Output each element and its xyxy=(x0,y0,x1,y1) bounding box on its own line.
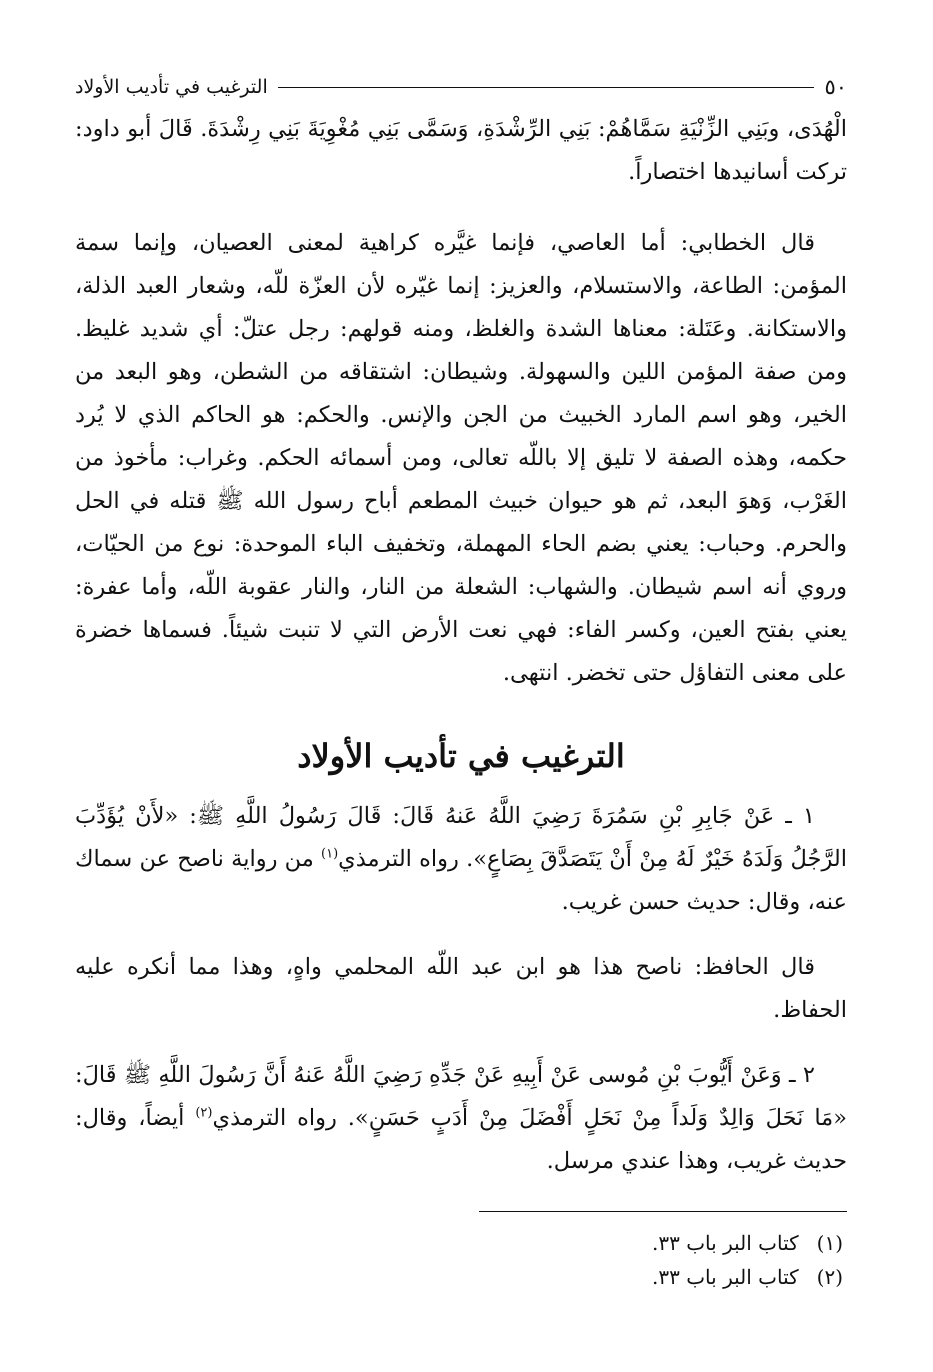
spacer xyxy=(75,924,847,946)
footnote-item xyxy=(75,1226,847,1260)
footnote-text: كتاب البر باب ٣٣. xyxy=(652,1231,799,1255)
footnote-item xyxy=(75,1260,847,1294)
hadith-1-text: ١ ـ عَنْ جَابِرِ بْنِ سَمُرَةَ رَضِيَ اللَّهُ عَنهُ قَالَ: قَالَ رَسُولُ اللَّهِ ﷺ: «لأَنْ يُؤَدِّبَ الرَّجُلُ وَلَدَهُ خَيْرٌ لَهُ مِنْ أَنْ يَتَصَدَّقَ بِصَاعٍ». رواه الترمذي xyxy=(75,803,847,872)
hadith-1-after: من رواية ناصح عن سماك عنه، وقال: حديث حسن غريب. xyxy=(75,846,847,915)
hadith-2 xyxy=(75,1054,847,1183)
spacer xyxy=(75,194,847,222)
running-title: الترغيب في تأديب الأولاد xyxy=(75,76,268,98)
hafiz-comment: قال الحافظ: ناصح هذا هو ابن عبد اللّه المحلمي واهٍ، وهذا مما أنكره عليه الحفاظ. xyxy=(75,954,847,1023)
running-header xyxy=(75,70,847,104)
document-page xyxy=(75,70,847,1294)
paragraph-khattabi: قال الخطابي: أما العاصي، فإنما غيَّره كراهية لمعنى العصيان، وإنما سمة المؤمن: الطاعة، والاستسلام، والعزيز: إنما غيّره لأن العزّة للّه، وشعار العبد الذلة، والاستكانة. وعَتَلة: معناها الشدة والغلظ، ومنه قولهم: رجل عتلّ: أي شديد غليظ. ومن صفة المؤمن اللين والسهولة. وشيطان: اشتقاقه من الشطن، وهو البعد من الخير، وهو اسم المارد الخبيث من الجن والإنس. والحكم: هو الحاكم الذي لا يُرد حكمه، وهذه الصفة لا تليق إلا باللّه تعالى، ومن أسمائه الحكم. وغراب: مأخوذ من الغَرْب، وَهوَ البعد، ثم هو حيوان خبيث المطعم أباح رسول الله ﷺ قتله في الحل والحرم. وحباب: يعني بضم الحاء المهملة، وتخفيف الباء الموحدة: نوع من الحيّات، وروي أنه اسم شيطان. والشهاب: الشعلة من النار، والنار عقوبة اللّه، وأما عفرة: يعني بفتح العين، وكسر الفاء: فهي نعت الأرض التي لا تنبت شيئاً. فسماها خضرة على معنى التفاؤل حتى تخضر. انتهى. xyxy=(75,230,847,686)
footnote-number: (٢) xyxy=(816,1265,843,1289)
hadith-2-after: أيضاً، وقال: حديث غريب، وهذا عندي مرسل. xyxy=(75,1105,847,1174)
footnote-rule xyxy=(479,1211,847,1212)
paragraph-continuation: الْهُدَى، وبَنِي الزِّنْيَةِ سَمَّاهُمْ: بَنِي الرِّشْدَةِ، وَسَمَّى بَنِي مُغْوِيَةَ بَنِي رِشْدَةَ. قَالَ أبو داود: تركت أسانيدها اختصاراً. xyxy=(75,116,847,185)
footnotes xyxy=(75,1226,847,1294)
hadith-1 xyxy=(75,795,847,924)
header-rule xyxy=(278,87,815,88)
footnote-text: كتاب البر باب ٣٣. xyxy=(652,1265,799,1289)
page-number: ٥٠ xyxy=(824,75,847,99)
footnote-number: (١) xyxy=(816,1231,843,1255)
spacer xyxy=(75,1032,847,1054)
section-title: الترغيب في تأديب الأولاد xyxy=(297,737,625,775)
footnote-ref-2[interactable]: (٢) xyxy=(195,1105,213,1121)
hadith-2-text: ٢ ـ وَعَنْ أَيُّوبَ بْنِ مُوسى عَنْ أَبِيهِ عَنْ جَدِّهِ رَضِيَ اللَّهُ عَنهُ أَنَّ رَسُولَ اللَّهِ ﷺ قَالَ: «مَا نَحَلَ وَالِدٌ وَلَداً مِنْ نَحَلٍ أَفْضَلَ مِنْ أَدَبٍ حَسَنٍ». رواه الترمذي xyxy=(75,1062,847,1131)
footnote-ref-1[interactable]: (١) xyxy=(321,846,339,862)
